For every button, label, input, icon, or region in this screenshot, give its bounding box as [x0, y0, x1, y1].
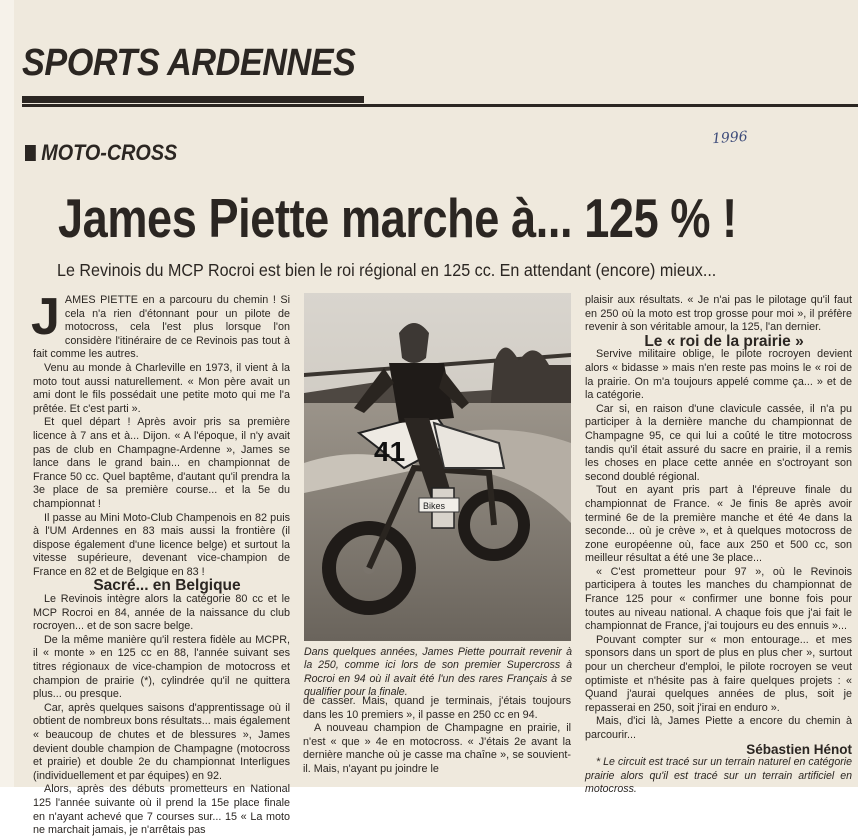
section-rule [22, 104, 858, 107]
paragraph: Alors, après des débuts prometteurs en National 125 l'année suivante où il prend la 15e place finale en n'ayant achevé que 7 courses sur... 15 « La moto ne marchait jamais, je n'arrêtais pas [33, 783, 290, 837]
deck: Le Revinois du MCP Rocroi est bien le roi régional en 125 cc. En attendant (encore) mieux... [57, 260, 717, 280]
subhead: Sacré... en Belgique [93, 577, 241, 595]
handwritten-year: 1996 [711, 128, 749, 148]
article-column-2 [303, 695, 571, 777]
paragraph: « C'est prometteur pour 97 », où le Revinois participera à toutes les manches du championnat de France 125 pour « confirmer une bonne fois pour toutes au niveau national. A chaque fois que j'ai fait le championnat de France, j'ai toujours eu des ennuis »... [585, 565, 852, 633]
paragraph: Venu au monde à Charleville en 1973, il vient à la moto tout aussi naturellement. « Mon père avait un ami dont le fils possédait une petite moto qui me l'a prêtée. Et c'est parti ». [33, 361, 290, 415]
paragraph: Mais, d'ici là, James Piette a encore du chemin à parcourir... [585, 715, 852, 741]
photo-caption: Dans quelques années, James Piette pourrait revenir à la 250, comme ici lors de son premier Supercross à Rocroi en 94 où il avait été l'un des rares Français à se qualifier pour la finale. [304, 646, 572, 699]
paragraph: A nouveau champion de Champagne en prairie, il n'est « que » 4e en motocross. « J'étais 2e avant la dernière manche où je casse ma chaîne », se souvient-il. Mais, n'ayant pu joindre le [303, 722, 571, 775]
kicker [25, 140, 177, 166]
article-column-3 [585, 294, 852, 796]
subhead: Le « roi de la prairie » [644, 332, 804, 350]
kicker-label: MOTO-CROSS [41, 140, 178, 165]
paragraph: Il passe au Mini Moto-Club Champenois en 82 puis à l'UM Ardennes en 83 mais aussi la frontière (il dispose également d'une licence belge) et surtout la vitesse supérieure, devenant vice-champion de France en 82 et de Belgique en 83 ! [33, 511, 290, 578]
paragraph: Servive militaire oblige, le pilote rocroyen devient alors « bidasse » mais n'en reste pas moins le « roi de la prairie. On m'a toujours appelé comme ça... » et de la catégorie. [585, 348, 852, 402]
bike-plate-text: Bikes [423, 501, 446, 511]
clipping-edge [0, 0, 14, 787]
paragraph: Et quel départ ! Après avoir pris sa première licence à 7 ans et à... Dijon. « A l'époque, il n'y avait pas de club en Champagne-Ardenne », James se lance dans le grand bain... en championnat de France 50 cc. Quel baptême, d'autant qu'il prendra la 3e place de sa première course... et la 5e du championnat ! [33, 416, 290, 510]
paragraph: de casser. Mais, quand je terminais, j'étais toujours dans les 10 premiers », il passe en 250 cc en 94. [303, 695, 571, 721]
bike-number: 41 [374, 436, 406, 467]
section-title: SPORTS ARDENNES [22, 42, 356, 84]
paragraph: Car, après quelques saisons d'apprentissage où il obtient de nombreux bons résultats... mais également « beaucoup de chutes et de blessures », James devient double champion de Champagne (motocross et prairie) et double 2e du championnat Interligues (individuellement et par équipes) en 92. [33, 701, 290, 782]
headline: James Piette marche à... 125 % ! [58, 187, 737, 249]
motocross-photo [304, 293, 571, 641]
footnote: * Le circuit est tracé sur un terrain naturel en catégorie prairie alors qu'il est tracé sur un terrain artificiel en motocross. [585, 756, 852, 795]
byline: Sébastien Hénot [746, 741, 852, 757]
photo-illustration [304, 293, 571, 641]
paragraph: AMES PIETTE en a parcouru du chemin ! Si cela n'a rien d'étonnant pour un pilote de motocross, cela l'est plus lorsque l'on considère l'itinéraire de ce Revinois pas tout à fait comme les autres. [33, 294, 290, 361]
paragraph: Car si, en raison d'une clavicule cassée, il n'a pu participer à la dernière manche du championnat de Champagne 95, ce qui lui a coûté le titre motocross tandis qu'il était assuré du sacre en prairie, il a remis les choses en place cette année en s'octroyant son second doublé régional. [585, 402, 852, 483]
kicker-square-icon [25, 145, 36, 161]
paragraph: De la même manière qu'il restera fidèle au MCPR, il « monte » en 125 cc en 88, l'année suivant ses titres régionaux de vice-champion de motocross et champion de prairie (*), cylindrée qu'il ne quittera plus... ou presque. [33, 633, 290, 701]
paragraph: Pouvant compter sur « mon entourage... et mes sponsors dans un sport de plus en plus cher », surtout pour un chercheur d'emploi, le pilote rocroyen se veut optimiste et n'hésite pas à faire quelques projets : « Quand j'aurai quelques années de plus, soit je repasserai en 250, soit j'irai en enduro ». [585, 633, 852, 714]
section-underline [22, 96, 364, 103]
article-column-1 [31, 288, 290, 838]
paragraph: Tout en ayant pris part à l'épreuve finale du championnat de France. « Je finis 8e après avoir terminé 6e de la première manche et été 4e dans la seconde... où je crève », et à quelques motocross de zone européenne où, face aux 250 et 500 cc, son meilleur résultat a été une 3e place... [585, 484, 852, 565]
paragraph: plaisir aux résultats. « Je n'ai pas le pilotage qu'il faut en 250 où la moto est trop grosse pour moi », il préfère revenir à son véritable amour, la 125, l'an dernier. [585, 294, 852, 334]
drop-cap: J [31, 288, 60, 346]
paragraph: Le Revinois intègre alors la catégorie 80 cc et le MCP Rocroi en 84, année de la naissance du club rocroyen... et de son sacre belge. [33, 593, 290, 633]
